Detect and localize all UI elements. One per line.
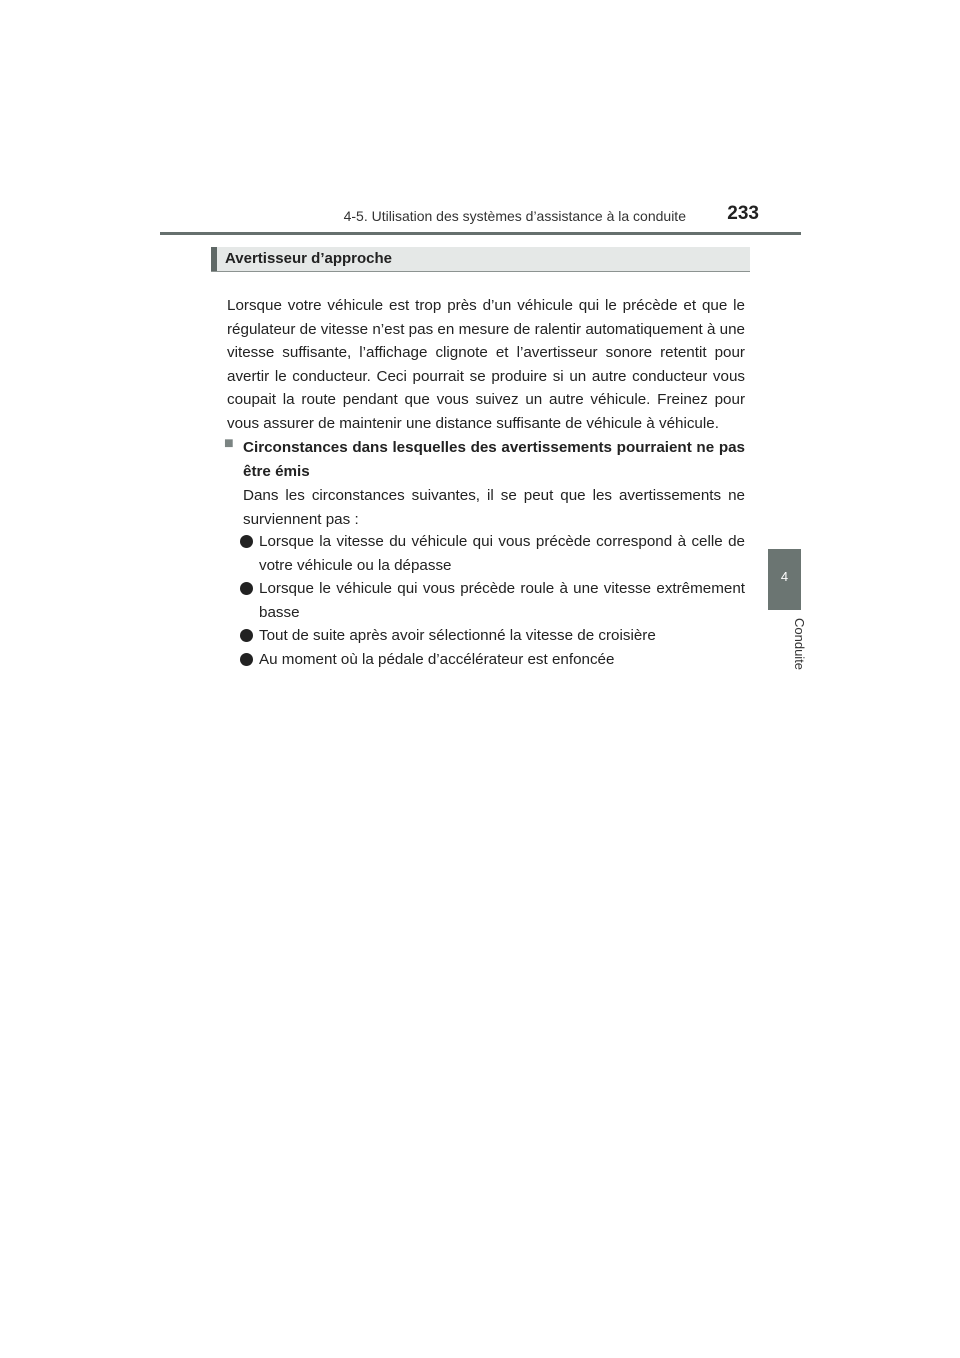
- subsection-title: Circonstances dans lesquelles des avertissements pourraient ne pas être émis: [243, 439, 745, 480]
- bullet-dot-icon: [240, 629, 253, 642]
- square-bullet-icon: ■: [224, 435, 234, 452]
- list-item: [240, 624, 745, 648]
- list-item-text: Au moment où la pédale d’accélérateur est enfoncée: [259, 650, 615, 668]
- header-divider: [160, 232, 801, 235]
- header-section-title: 4-5. Utilisation des systèmes d’assistance à la conduite: [343, 208, 686, 224]
- side-tab-number: 4: [780, 569, 789, 584]
- bullet-dot-icon: [240, 653, 253, 666]
- section-heading-bar: [211, 247, 217, 271]
- list-item-text: Lorsque la vitesse du véhicule qui vous précède correspond à celle de votre véhicule ou la dépasse: [259, 533, 745, 574]
- bullet-dot-icon: [240, 582, 253, 595]
- list-item-text: Tout de suite après avoir sélectionné la vitesse de croisière: [259, 627, 656, 644]
- list-item: [240, 530, 745, 577]
- section-title: Avertisseur d’approche: [225, 250, 392, 267]
- page-number: 233: [727, 203, 759, 224]
- subsection-intro: Dans les circonstances suivantes, il se peut que les avertissements ne surviennent pas :: [243, 487, 745, 528]
- list-item-text: Lorsque le véhicule qui vous précède roule à une vitesse extrêmement basse: [259, 580, 745, 621]
- section-paragraph: Lorsque votre véhicule est trop près d’un véhicule qui le précède et que le régulateur de vitesse n’est pas en mesure de ralentir automatiquement à une vitesse suffisante, l’affichage clignote et l’avertisseur sonore retentit pour avertir le conducteur. Ceci pourrait se produire si un autre conducteur vous coupait la route pendant que vous suivez un autre véhicule. Freinez pour vous assurer de maintenir une distance suffisante de véhicule à véhicule.: [227, 297, 745, 432]
- list-item: [240, 577, 745, 624]
- bullet-dot-icon: [240, 535, 253, 548]
- section-heading: [211, 247, 750, 272]
- list-item: [240, 648, 745, 672]
- side-tab-label: Conduite: [792, 618, 807, 671]
- bullet-list: [240, 530, 745, 671]
